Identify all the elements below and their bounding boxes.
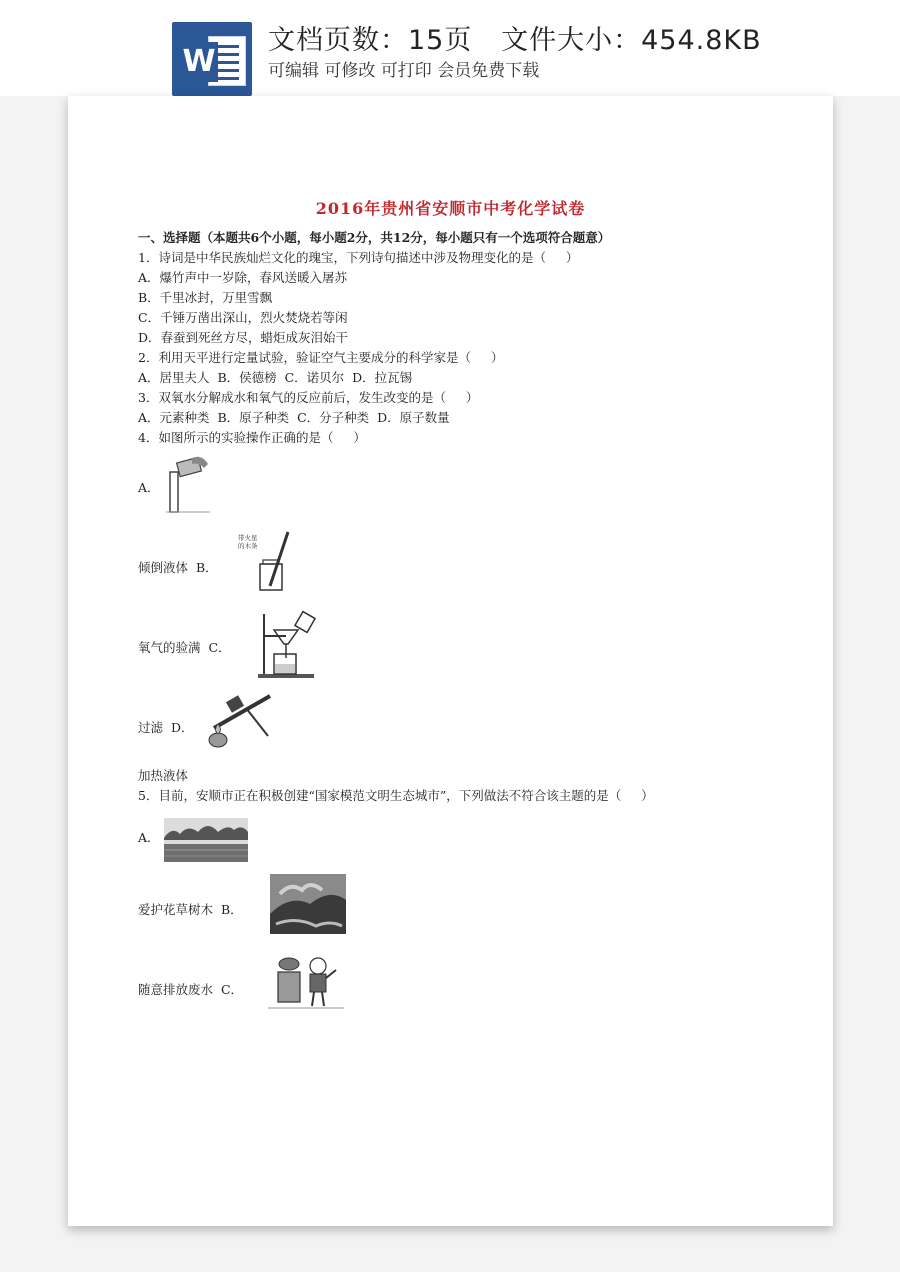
q5-c-label: 随意排放废水 C． bbox=[138, 982, 244, 997]
q1-option-b: B．千里冰封，万里雪飘 bbox=[138, 290, 273, 305]
word-icon-letter: W bbox=[180, 42, 218, 82]
pollution-photo bbox=[270, 874, 346, 934]
question-3: 3．双氧水分解成水和氧气的反应前后，发生改变的是（ ） bbox=[138, 390, 479, 405]
question-1: 1．诗词是中华民族灿烂文化的瑰宝，下列诗句描述中涉及物理变化的是（ ） bbox=[138, 250, 579, 265]
file-info-subtitle: 可编辑 可修改 可打印 会员免费下载 bbox=[268, 61, 540, 81]
section-heading: 一、选择题（本题共6个小题，每小题2分，共12分，每小题只有一个选项符合题意） bbox=[138, 230, 611, 245]
header-banner bbox=[0, 0, 900, 96]
oxygen-test-figure bbox=[234, 530, 300, 592]
splint-label-2: 的木条 bbox=[238, 542, 258, 550]
q4-a-label: A． bbox=[138, 480, 160, 495]
pouring-liquid-figure bbox=[160, 452, 220, 516]
q5-b-label: 爱护花草树木 B． bbox=[138, 902, 243, 917]
q4-c-label: 氧气的验满 C． bbox=[138, 640, 231, 655]
question-5: 5．目前，安顺市正在积极创建“国家模范文明生态城市”，下列做法不符合该主题的是（ ） bbox=[138, 788, 654, 803]
question-2: 2．利用天平进行定量试验，验证空气主要成分的科学家是（ ） bbox=[138, 350, 504, 365]
q1-option-c: C．千锤万凿出深山，烈火焚烧若等闲 bbox=[138, 310, 348, 325]
file-info-title: 文档页数：15页 文件大小：454.8KB bbox=[268, 25, 762, 56]
question-4: 4．如图所示的实验操作正确的是（ ） bbox=[138, 430, 366, 445]
word-document-icon bbox=[172, 22, 252, 96]
q5-a-label: A． bbox=[138, 830, 160, 845]
heating-liquid-figure bbox=[200, 688, 280, 760]
exam-title: 2016年贵州省安顺市中考化学试卷 bbox=[315, 199, 586, 218]
q4-last-caption: 加热液体 bbox=[138, 768, 189, 783]
q3-options: A．元素种类 B．原子种类 C．分子种类 D．原子数量 bbox=[138, 410, 450, 425]
q1-option-d: D．春蚕到死丝方尽，蜡炬成灰泪始干 bbox=[138, 330, 349, 345]
document-page bbox=[68, 96, 833, 1226]
q2-options: A．居里夫人 B．侯德榜 C．诺贝尔 D．拉瓦锡 bbox=[138, 370, 413, 385]
splint-label-1: 带火星 bbox=[238, 534, 258, 542]
trash-can-cartoon bbox=[266, 950, 346, 1016]
q1-option-a: A．爆竹声中一岁除，春风送暖入屠苏 bbox=[138, 270, 348, 285]
q4-d-label: 过滤 D． bbox=[138, 720, 194, 735]
lake-scenery-photo bbox=[164, 818, 248, 862]
filtration-figure bbox=[254, 608, 320, 682]
q4-b-label: 倾倒液体 B． bbox=[138, 560, 218, 575]
